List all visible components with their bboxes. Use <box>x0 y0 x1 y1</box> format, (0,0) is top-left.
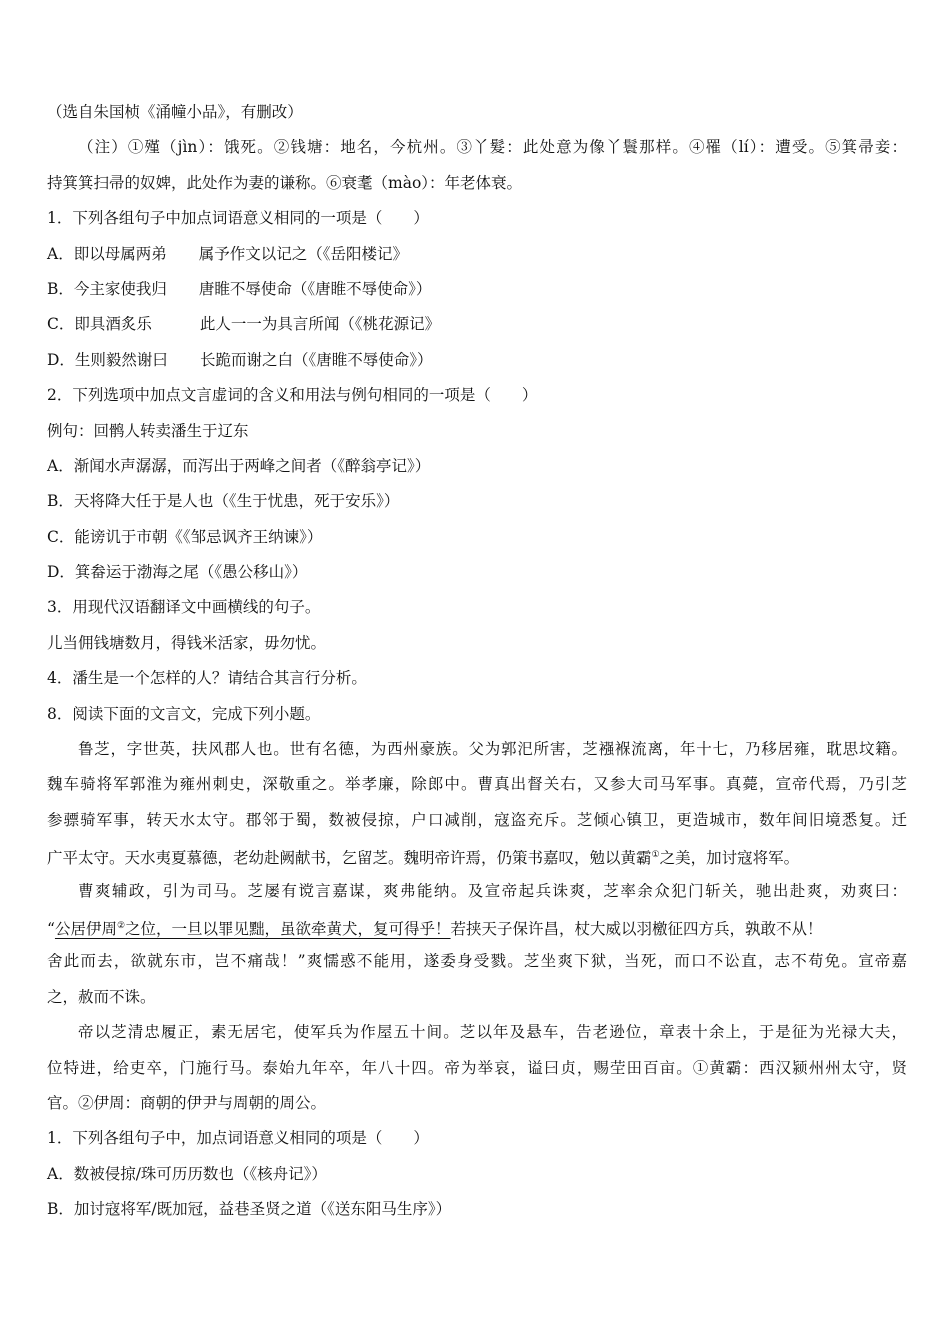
option-ref: 属予作文以记之（《岳阳楼记》 <box>198 244 408 263</box>
quote-mark: “ <box>47 920 55 939</box>
question-stem: 1．下列各组句子中加点词语意义相同的一项是（ ） <box>47 209 429 228</box>
option-text: B．今主家使我归 <box>47 279 167 298</box>
option-d <box>47 346 907 381</box>
source-citation: （选自朱国桢《涌幢小品》，有删改） <box>47 103 303 121</box>
passage-line: 官。②伊周：商朝的伊尹与周朝的周公。 <box>47 1093 327 1112</box>
passage-text: 若挟天子保许昌，杖大威以羽檄征四方兵，孰敢不从！ <box>450 920 823 939</box>
option-c: C．能谤讥于市朝《《邹忌讽齐王纳谏》） <box>47 527 323 546</box>
passage-line: 舍此而去，欲就东市，岂不痛哉！”爽懦惑不能用，遂委身受戮。芝坐爽下狱，当死，而口不讼直，志不苟免。宣帝嘉 <box>47 952 907 971</box>
option-c <box>47 310 907 345</box>
passage-text: 广平太守。天水夷夏慕德，老幼赴阙献书，乞留芝。魏明帝许焉，仍策书嘉叹，勉以黄霸 <box>47 849 652 868</box>
passage-line: 参骠骑军事，转天水太守。郡邻于蜀，数被侵掠，户口减削，寇盗充斥。芝倾心镇卫，更造城市，数年间旧境悉复。迁 <box>47 810 907 829</box>
passage-line <box>47 912 907 947</box>
passage-text: 之位，一旦以罪见黜，虽欲牵黄犬，复可得乎！ <box>125 920 451 939</box>
option-d: D．箕畚运于渤海之尾（《愚公移山》） <box>47 563 308 582</box>
question-stem: 2．下列选项中加点文言虚词的含义和用法与例句相同的一项是（ ） <box>47 386 538 405</box>
passage-line: 魏车骑将军郭淮为雍州刺史，深敬重之。举孝廉，除郎中。曹真出督关右，又参大司马军事。真薨，宣帝代焉，乃引芝 <box>47 775 907 794</box>
example-sentence: 例句：回鹘人转卖潘生于辽东 <box>47 421 249 440</box>
passage-line <box>47 841 907 876</box>
passage-line: 帝以芝清忠履正，素无居宅，使军兵为作屋五十间。芝以年及悬车，告老逊位，章表十余上，于是征为光禄大夫， <box>78 1023 907 1042</box>
footnote-marker: ② <box>116 920 126 931</box>
question-stem: 4．潘生是一个怎样的人？请结合其言行分析。 <box>47 669 367 688</box>
passage-text: 公居伊周 <box>54 920 117 939</box>
question-stem: 1．下列各组句子中，加点词语意义相同的项是（ ） <box>47 1129 429 1148</box>
translate-sentence: 儿当佣钱塘数月，得钱米活家，毋勿忧。 <box>47 633 327 652</box>
option-b: B．天将降大任于是人也（《生于忧患，死于安乐》） <box>47 492 400 511</box>
footnote-marker: ① <box>651 850 660 861</box>
option-a: A．渐闻水声潺潺，而泻出于两峰之间者（《醉翁亭记》） <box>47 456 431 475</box>
option-text: C．即具酒炙乐 <box>47 315 152 334</box>
document-page <box>47 98 907 1231</box>
passage-line: 曹爽辅政，引为司马。芝屡有谠言嘉谋，爽弗能纳。及宣帝起兵诛爽，芝率余众犯门斩关，驰出赴爽，劝爽曰： <box>78 881 907 900</box>
question-stem: 8．阅读下面的文言文，完成下列小题。 <box>47 704 321 723</box>
option-a: A．数被侵掠/珠可历历数也（《核舟记》） <box>47 1164 327 1183</box>
option-b <box>47 275 907 310</box>
notes-line: 持箕箕扫帚的奴婢，此处作为妻的谦称。⑥衰耄（mào）：年老体衰。 <box>47 173 523 192</box>
question-stem: 3．用现代汉语翻译文中画横线的句子。 <box>47 598 321 617</box>
option-a <box>47 240 907 275</box>
notes-line: （注）①殣（jìn）：饿死。②钱塘：地名，今杭州。③丫髮：此处意为像丫鬟那样。④罹（lí）：遭受。⑤箕帚妾： <box>78 138 907 157</box>
passage-line: 之，赦而不诛。 <box>47 987 156 1006</box>
underlined-sentence <box>55 920 451 938</box>
option-text: A．即以母属两弟 <box>47 244 167 263</box>
option-text: D．生则毅然谢曰 <box>47 350 168 369</box>
option-ref: 长跪而谢之白（《唐睢不辱使命》） <box>199 350 433 369</box>
passage-line: 鲁芝，字世英，扶风郡人也。世有名德，为西州豪族。父为郭汜所害，芝襁褓流离，年十七，乃移居雍，耽思坟籍。 <box>78 740 907 759</box>
option-ref: 唐睢不辱使命（《唐睢不辱使命》） <box>198 279 432 298</box>
option-ref: 此人一一为具言所闻（《桃花源记》 <box>199 315 441 334</box>
passage-line: 位特进，给吏卒，门施行马。泰始九年卒，年八十四。帝为举哀，谥曰贞，赐茔田百亩。①黄霸：西汉颍州州太守，贤 <box>47 1058 907 1077</box>
option-b: B．加讨寇将军/既加冠，益巷圣贤之道（《送东阳马生序》） <box>47 1200 452 1219</box>
passage-text: 之美，加讨寇将军。 <box>659 849 800 868</box>
